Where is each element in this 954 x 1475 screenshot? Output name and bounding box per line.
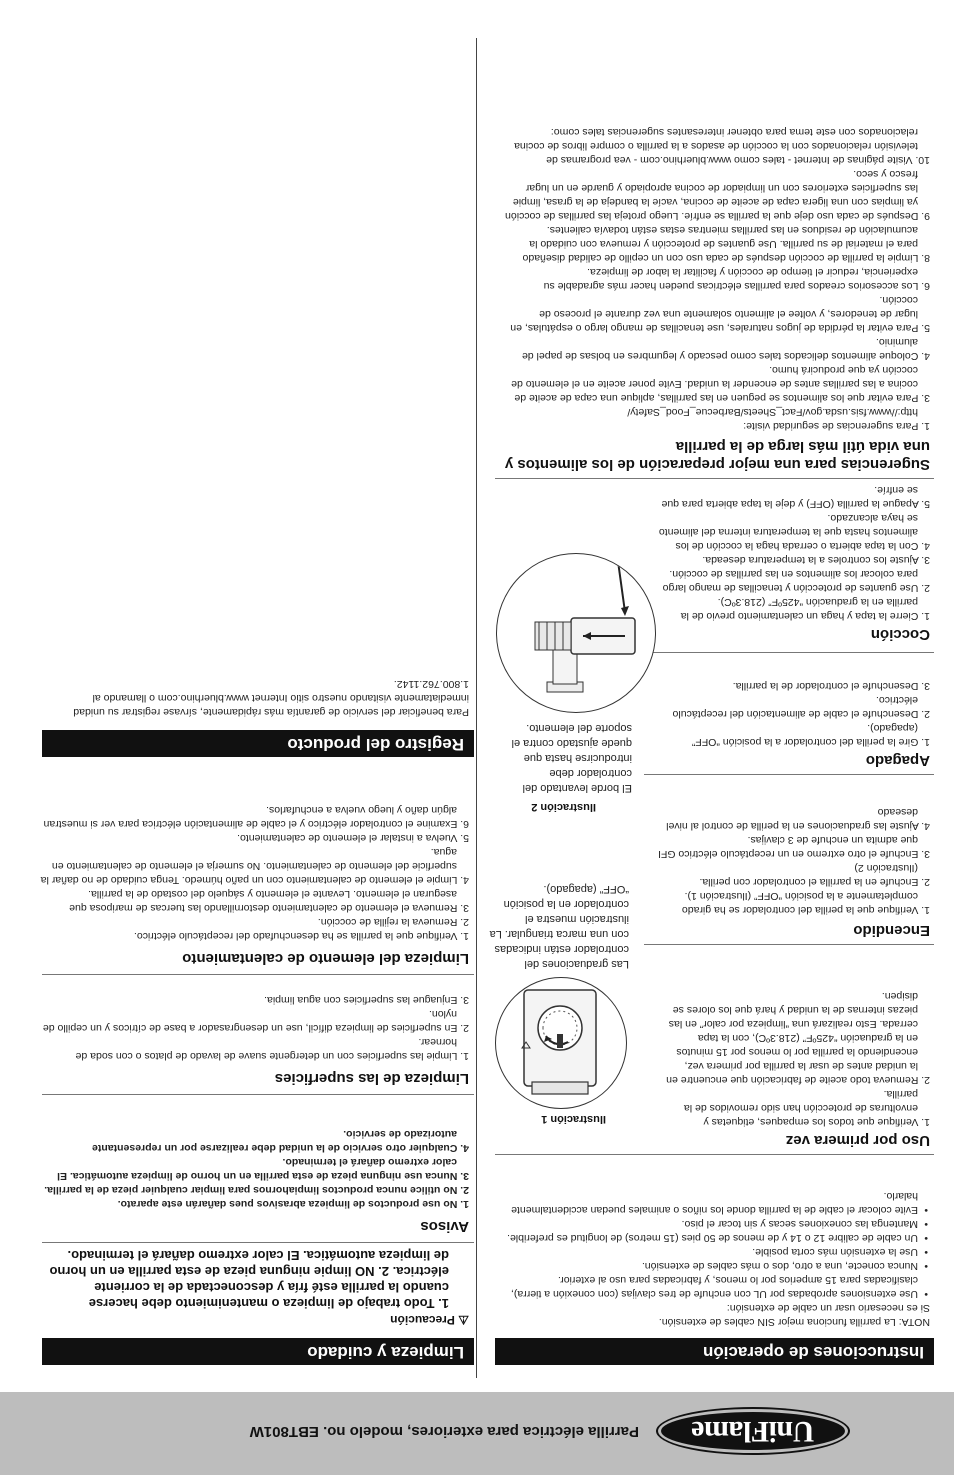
- si-necesario-text: Si es necesario usar un cable de extensión:: [726, 1302, 930, 1314]
- section-rule: [495, 478, 934, 479]
- coccion-item: 2. Use guantes de protección y tenacillas de mango largo para colocar los alimentos en las parrillas de cocción.: [662, 568, 930, 594]
- registro-heading: Registro del producto: [42, 730, 474, 757]
- nota-text: NOTA: La parrilla funciona mejor SIN cables de extensión.: [658, 1316, 930, 1328]
- elemento-item: 1. Verifique que la parrilla se ha desenchufado del receptáculo eléctrico.: [133, 930, 469, 942]
- elemento-item: 3. Remueva el elemento de calentamiento destornillando las tuercas de mariposa que aseguran el elemento. Levante el elemento y sáquelo del costado de la parrilla.: [69, 888, 469, 914]
- ilustracion1-drawing: [495, 977, 627, 1109]
- section-rule: [644, 652, 934, 653]
- warning-icon: ⚠: [458, 1313, 469, 1327]
- limpieza-heading: Limpieza y cuidado: [42, 1338, 474, 1365]
- operacion-bullet: • Evite colocar el cable de la parrilla donde los niños o animales puedan accidentalmente halarlo.: [500, 1189, 930, 1217]
- ilustracion1-title: Ilustración 1: [541, 1113, 606, 1125]
- primera-vez-item: 1. Verifique que todos los empaques, etiquetas y envolturas de protección han sido removidos de la parrilla.: [683, 1088, 930, 1128]
- ilustracion2-title: Ilustración 2: [531, 801, 596, 813]
- operacion-bullet: • Use extensiones aprobadas por UL con enchufe de tres clavijas (con conexión a tierra), clasificadas para 15 amperios por lo menos, y fabricadas para uso al exterior.: [500, 1273, 930, 1301]
- sugerencias-item: 5. Para evitar la pérdida de jugos naturales, use tenacillas de mango largo o espátulas, en lugar de tenedores, y voltee el alimento solamente una vez durante el proceso de cocción.: [510, 294, 930, 334]
- primera-vez-item: 2. Remueva todo aceite de fabricación que encuentre en la unidad antes de usar la parrilla por primera vez, encendiendo la parrilla por lo menos por 15 minutos en la graduación “425ºF” (218.3ºC), con la tapa cerrada. Esto realizará una “limpieza por calor” en las piezas internas de la unidad y hará que los olores se disipen.: [666, 990, 930, 1086]
- superficies-item: 1. Limpie las superficies con un detergente suave de lavado de platos o con soda de hornear.: [75, 1036, 469, 1062]
- section-rule: [42, 974, 474, 975]
- apagado-body: [652, 679, 930, 749]
- elemento-item: 2. Remueva la rejilla de cocción.: [317, 916, 469, 928]
- operacion-bullet: • Use la extensión más corta posible.: [500, 1245, 930, 1259]
- coccion-item: 5. Apague la parrilla (OFF) y deje la tapa abierta para que se enfríe.: [661, 484, 930, 510]
- ilustracion2-caption: El borde levantado del controlador debe introducirse hasta que quede ajustado contra el soporte del elemento.: [511, 722, 632, 794]
- column-divider: [476, 38, 477, 1378]
- avisos-item: 3. Nunca use ninguna pieza de esta parrilla en un horno de limpieza automática. El calor extremo dañará el terminado.: [57, 1156, 469, 1182]
- sugerencias-item: 6. Los accesorios creados para parrillas eléctricas pueden hacer más agradable su experiencia, reducir el tiempo de cocción y facilitar la labor de limpieza.: [543, 266, 930, 292]
- elemento-body: [39, 803, 469, 943]
- sugerencias-heading-line1: Sugerencias para una mejor preparación de los alimentos y: [504, 456, 930, 473]
- encendido-item: 4. Ajuste las graduaciones en la perilla de control al nivel deseado: [666, 806, 930, 832]
- avisos-heading: Avisos: [420, 1218, 469, 1235]
- elemento-item: 4. Limpie el elemento de calentamiento con un paño húmedo. Tenga cuidado de no dañar la superficie del elemento de calentamiento. No sumerja el elemento de calentamiento en agua.: [40, 846, 469, 886]
- avisos-item: 4. Cualquier otro servicio de la unidad debe realizarse por un representante autorizado de servicio.: [92, 1128, 469, 1154]
- encendido-item: 1. Verifique que la perilla del controlador se ha girado completamente a la posición “OFF” (Ilustración 1).: [681, 890, 930, 916]
- sugerencias-heading-line2: una vida útil más larga de la parrilla: [675, 438, 930, 455]
- apagado-item: 3. Desenchufe el controlador de la parrilla.: [732, 680, 930, 692]
- coccion-item: 4. Con la tapa abierta o cerrada haga la cocción de los alimentos hasta que la temperatura interna del alimento se haya alcanzado.: [658, 512, 930, 552]
- operacion-bullet: • Mantenga las conexiones secas y sin tocar el piso.: [500, 1217, 930, 1231]
- avisos-item: 2. No utilice nunca productos limpiahornos para limpiar cualquier pieza de la parrilla.: [44, 1184, 469, 1196]
- section-rule: [495, 1154, 934, 1155]
- apagado-item: 2. Desenchufe el cable de alimentación del receptáculo eléctrico.: [672, 694, 930, 720]
- section-rule: [644, 774, 934, 775]
- header-band: [0, 1392, 954, 1475]
- encendido-heading: Encendido: [853, 922, 930, 939]
- operacion-heading: Instrucciones de operación: [495, 1338, 934, 1365]
- superficies-item: 3. Enjuague las superficies con agua limpia.: [264, 994, 469, 1006]
- sugerencias-item: 10. Visite páginas de Internet - tales como www.bluerhino.com - vea programas de televisión relacionados con la cocción de asados a la parrilla o compre libros de cocina relacionados con este tema para obtener interesantes sugerencias tales como:: [514, 126, 930, 166]
- elemento-item: 6. Examine el controlador eléctrico y el cable de alimentación eléctrica para ver si muestran algún daño y luego vuelva a enchufarlos.: [43, 804, 469, 830]
- coccion-heading: Cocción: [870, 626, 930, 643]
- registro-text: Para beneficiar del servicio de garantía más rápidamente, sírvase registrar su unidad inmediatamente visitando nuestro sitio Internet www.bluerhino.com o llamando al 1.800.762.1142.: [73, 678, 469, 718]
- elemento-item: 5. Vuelva a instalar el elemento de calentamiento.: [237, 832, 469, 844]
- section-rule: [644, 944, 934, 945]
- section-rule: [42, 1094, 474, 1095]
- document-title: Parrilla eléctrica para exteriores, modelo no. EBT801W: [249, 1423, 639, 1440]
- operacion-body: [500, 1189, 930, 1329]
- sugerencias-item: 1. Para sugerencias de seguridad visite: http://www.fsis.usda.gov/Fact_Sheets/Barbecue_Food_Safety/: [627, 406, 930, 432]
- coccion-item: 1. Cierre la tapa y haga un calentamiento previo de la parrilla en la graduación “425ºF” (218.3ºC).: [680, 596, 930, 622]
- coccion-item: 3. Ajuste los controles a la temperatura deseada.: [702, 554, 930, 566]
- superficies-item: 2. En superficies de limpieza difícil, use un desengrasador a base de cítricos y un cepillo de nylon.: [42, 1008, 469, 1034]
- apagado-item: 1. Gire la perilla del controlador a la posición “OFF” (apagado).: [691, 722, 930, 748]
- apagado-heading: Apagado: [865, 752, 930, 769]
- avisos-body: [39, 1127, 469, 1211]
- ilustracion2-drawing: [496, 553, 656, 713]
- primera-vez-body: [662, 989, 930, 1129]
- encendido-item: 3. Enchufe el otro extremo en un receptáculo eléctrico GFI que admita un enchufe de 3 clavijas.: [658, 834, 930, 860]
- precaucion-block: [39, 1247, 469, 1327]
- avisos-item: 1. No use productos de limpieza abrasivos pues dañarán este aparato.: [117, 1198, 469, 1210]
- uniflame-logo: UniFlame: [658, 1409, 848, 1453]
- superficies-body: [39, 993, 469, 1063]
- encendido-body: [652, 805, 930, 917]
- precaucion-label: Precaución: [390, 1313, 455, 1327]
- primera-vez-heading: Uso por primera vez: [785, 1132, 930, 1149]
- precaucion-warning: 1. Todo trabajo de limpieza o mantenimiento debe hacerse cuando la parrilla esté fría y desconectada de la corriente eléctrica. 2. NO limpie ninguna pieza de esta parrilla en un horno de limpieza automática. El calor extremo dañará el terminado.: [49, 1248, 449, 1311]
- sugerencias-item: 9. Después de cada uso deje que la parrilla se enfríe. Luego proteja las parrillas de cocción ya limpias con una ligera capa de aceite de cocina, vacíe la bandeja de la grasa, limpie las superficies exteriores con un limpiador de cocina apropiado y guarde en un lugar fresco y seco.: [505, 168, 930, 222]
- sugerencias-item: 8. Limpie la parrilla de cocción después de cada uso con un cepillo de calidad diseñado para el material de su parrilla. Use guantes de protección y remueva con cuidado la acumulación de residuos en las parrillas mientras estas están todavía calientes.: [522, 224, 930, 264]
- coccion-body: [652, 483, 930, 623]
- elemento-heading: Limpieza del elemento de calentamiento: [182, 950, 469, 967]
- superficies-heading: Limpieza de las superficies: [274, 1070, 469, 1087]
- sugerencias-item: 4. Coloque alimentos delicados tales como pescado y legumbres en bolsas de papel de aluminio.: [521, 336, 930, 362]
- encendido-item: 2. Enchufe en la parrilla el controlador con perilla. (Ilustración 2): [699, 862, 930, 888]
- ilustracion1-caption: Las graduaciones del controlador están indicadas con una marca triangular. La ilustración muestra el controlador en la posición “OFF” (apagado).: [489, 883, 629, 970]
- sugerencias-heading: [500, 437, 930, 473]
- operacion-bullet: • Nunca conecte, una a otro, dos o más cables de extensión.: [500, 1259, 930, 1273]
- operacion-bullet: • Un cable de calibre 12 o 14 y de menos de 50 pies (15 metros) de longitud es preferible.: [500, 1231, 930, 1245]
- sugerencias-item: 3. Para evitar que los alimentos se peguen en las parrillas, aplique una capa de aceite de cocina a las parrillas antes de encender la unidad. Evite poner aceite en el elemento de cocción ya que producirá humo.: [511, 364, 930, 404]
- section-rule: [42, 1242, 474, 1243]
- sugerencias-body: [500, 125, 930, 433]
